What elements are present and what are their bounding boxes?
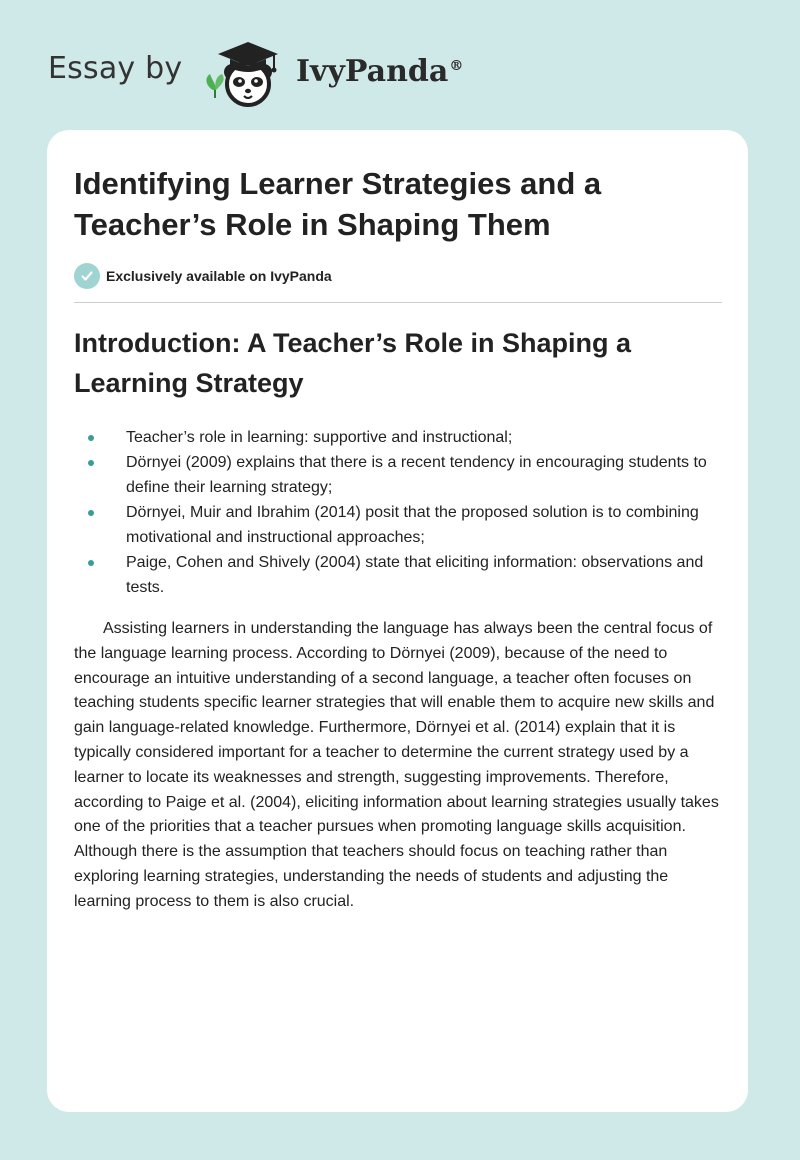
- bullet-list: [74, 425, 724, 600]
- divider: [74, 302, 722, 303]
- ivy-leaf-icon: [206, 74, 223, 98]
- site-header: [0, 0, 800, 130]
- bullet-item: Paige, Cohen and Shively (2004) state that eliciting information: observations and tests.: [74, 550, 724, 600]
- bullet-item: Teacher’s role in learning: supportive and instructional;: [74, 425, 724, 450]
- check-circle-icon: [74, 263, 100, 289]
- exclusive-label: Exclusively available on IvyPanda: [106, 268, 332, 284]
- checkmark-icon: [80, 269, 94, 283]
- document-card: [47, 130, 748, 1112]
- body-paragraph: Assisting learners in understanding the language has always been the central focus of the language learning process. According to Dörnyei (2009), because of the need to encourage an intuitive understanding of a second language, a teacher often focuses on teaching students specific learner strategies that will enable them to acquire new skills and gain language-related knowledge. Furthermore, Dörnyei et al. (2014) explain that it is typically considered important for a teacher to determine the current strategy used by a learner to locate its weaknesses and strength, suggesting improvements. Therefore, according to Paige et al. (2004), eliciting information about learning strategies usually takes one of the priorities that a teacher pursues when promoting language skills acquisition. Although there is the assumption that teachers should focus on teaching rather than exploring learning strategies, understanding the needs of students and adjusting the learning process to them is also crucial.: [74, 620, 719, 910]
- registered-mark: ®: [449, 58, 464, 74]
- page-title: Identifying Learner Strategies and a Teacher’s Role in Shaping Them: [74, 166, 602, 242]
- section-heading: Introduction: A Teacher’s Role in Shaping a Learning Strategy: [74, 328, 632, 398]
- bullet-item: Dörnyei (2009) explains that there is a recent tendency in encouraging students to define their learning strategy;: [74, 450, 724, 500]
- brand-name[interactable]: [296, 54, 463, 89]
- bullet-item: Dörnyei, Muir and Ibrahim (2014) posit that the proposed solution is to combining motivational and instructional approaches;: [74, 500, 724, 550]
- brand-text: IvyPanda: [296, 54, 449, 89]
- essay-by-label: Essay by: [48, 51, 183, 86]
- exclusive-badge: [74, 263, 332, 289]
- panda-graduation-cap-icon[interactable]: [200, 34, 292, 112]
